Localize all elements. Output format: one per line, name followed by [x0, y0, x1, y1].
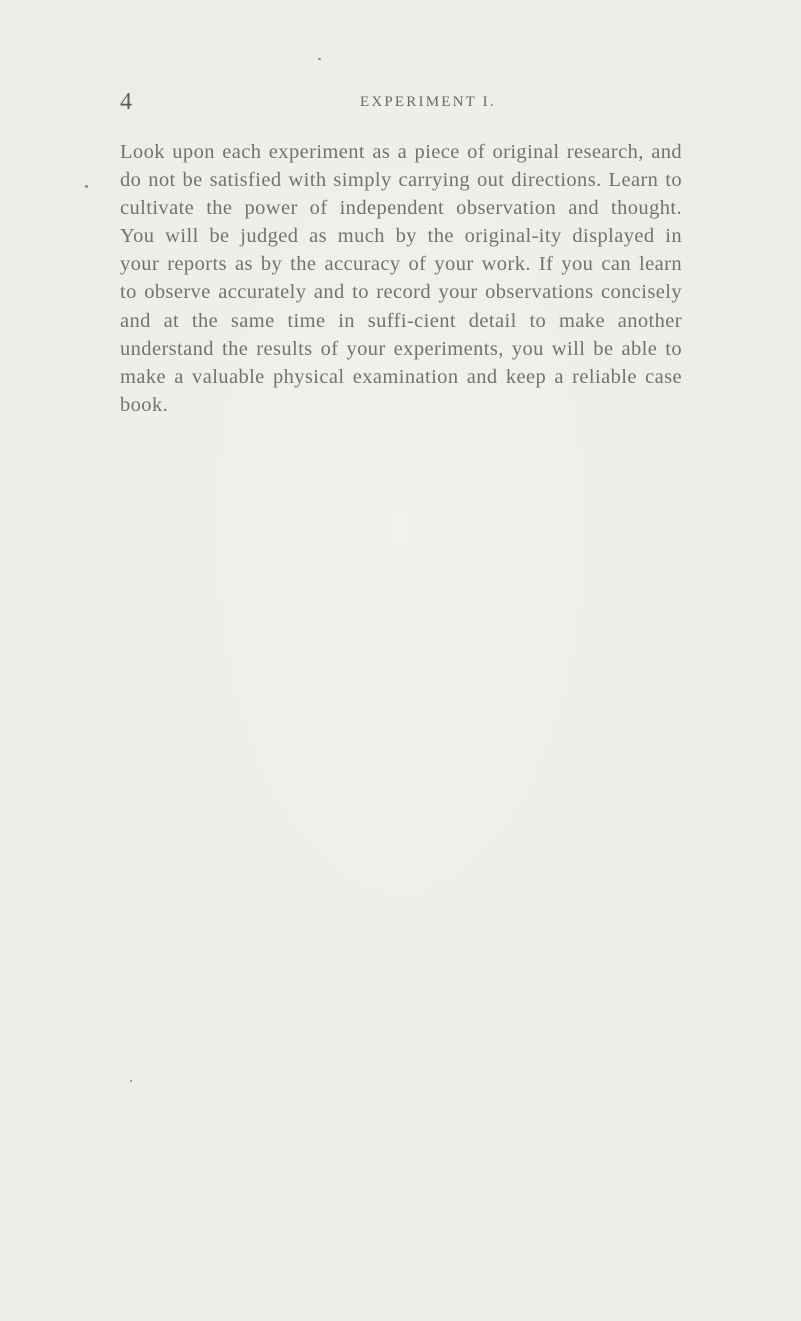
running-title: EXPERIMENT I. — [360, 94, 496, 110]
ink-speck — [318, 58, 321, 60]
body-paragraph: Look upon each experiment as a piece of original research, and do not be satisfied with simply carrying out directions. Learn to cultivate the power of independent observation and thought. You will be judged as much by the original-ity displayed in your reports as by the accuracy of your work. If you can learn to observe accurately and to record your observations concisely and at the same time in suffi-cient detail to make another understand the results of your experiments, you will be able to make a valuable physical examination and keep a reliable case book. — [120, 141, 682, 416]
ink-speck — [85, 185, 88, 188]
page-number: 4 — [120, 89, 132, 115]
ink-speck — [130, 1080, 132, 1082]
running-head — [0, 88, 801, 116]
